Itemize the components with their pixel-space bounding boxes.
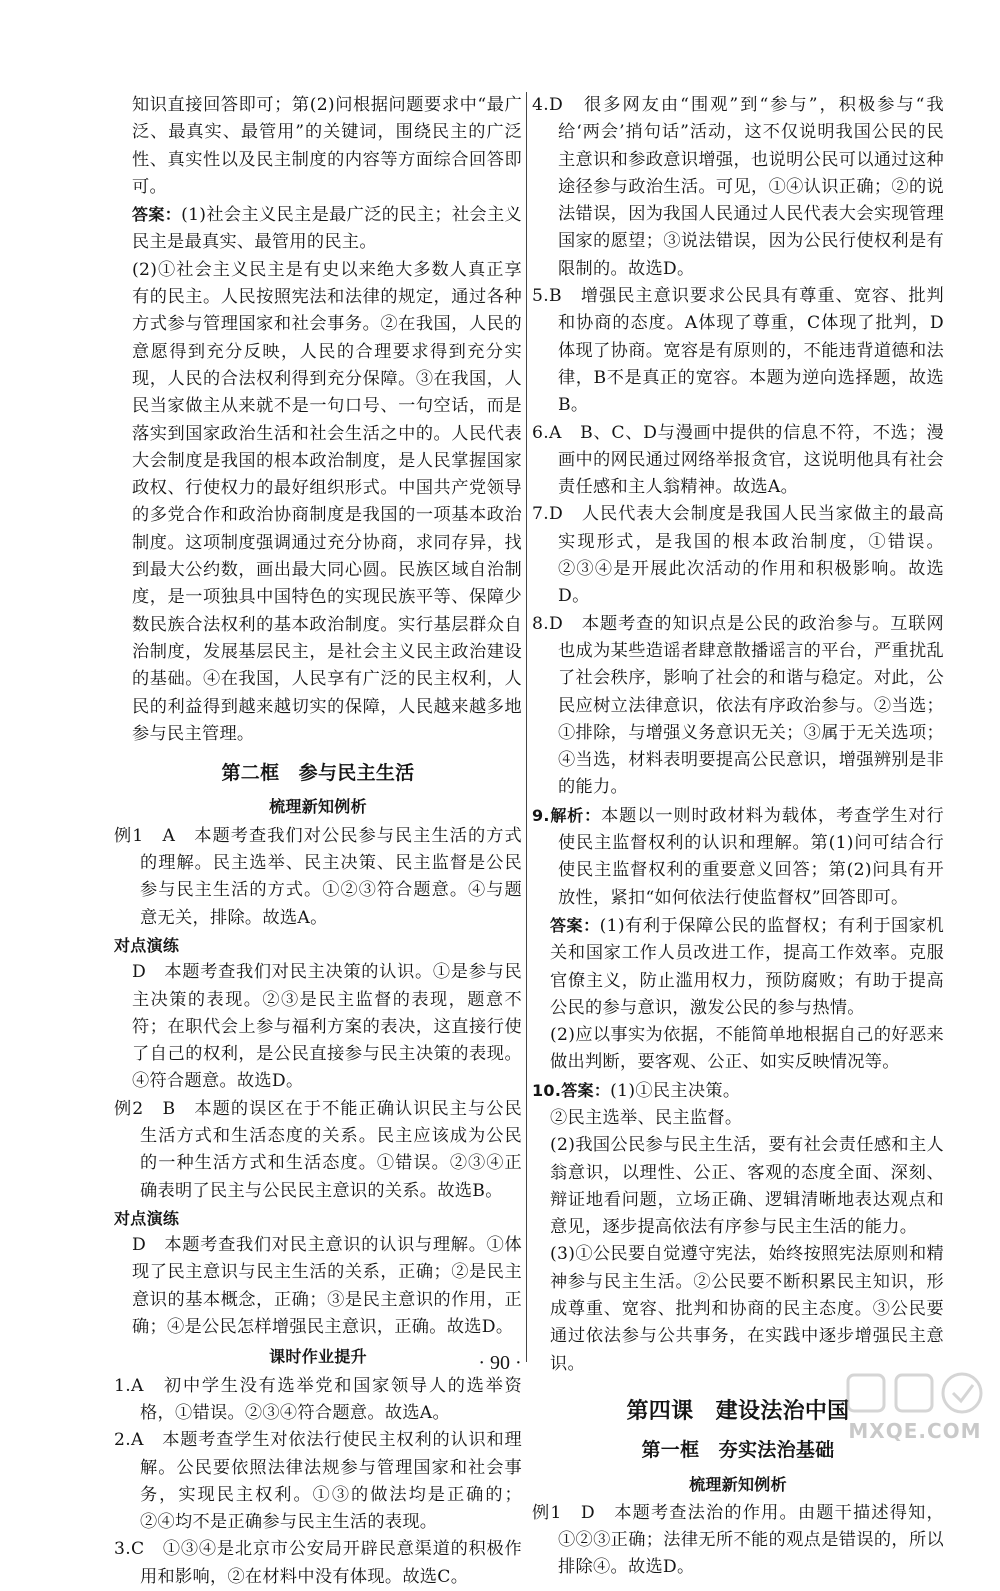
question-2: 2.A 本题考查学生对依法行使民主权利的认识和理解。公民要依照法律法规参与管理国家和社会事务，实现民主权利。①③的做法均是正确的；②④均不是正确参与民主生活的表现。 (114, 1430, 522, 1533)
question-3: 3.C ①③④是北京市公安局开辟民意渠道的积极作用和影响，②在材料中没有体现。故选C。 (114, 1539, 522, 1587)
question-9-answer-1: 答案：(1)有利于保障公民的监督权；有利于国家机关和国家工作人员改进工作，提高工作效率。克服官僚主义，防止滥用权力，预防腐败；有助于提高公民的参与意识，激发公民的参与热情。 (550, 915, 944, 1018)
section-title-right: 第一框 夯实法治基础 (641, 1439, 835, 1462)
practice-label-2: 对点演练 (114, 1208, 180, 1228)
watermark-logo (840, 1371, 990, 1443)
practice-1: D 本题考查我们对民主决策的认识。①是参与民主决策的表现。②③是民主监督的表现，题意不符；在职代会上参与福利方案的表决，这直接行使了自己的权利，是公民直接参与民主决策的表现。④符合题意。故选D。 (132, 962, 522, 1092)
question-9-answer-2: (2)应以事实为依据，不能简单地根据自己的好恶来做出判断，要客观、公正、如实反映情况等。 (550, 1025, 944, 1073)
section-title-left: 第二框 参与民主生活 (221, 762, 415, 785)
question-10-part-2: (2)我国公民参与民主生活，要有社会责任感和主人翁意识，以理性、公正、客观的态度全面、深刻、辩证地看问题，立场正确、逻辑清晰地表达观点和意见，逐步提高依法有序参与民主生活的能力。 (550, 1135, 944, 1238)
lesson-title: 第四课 建设法治中国 (626, 1398, 850, 1424)
example-1-right: 例1 D 本题考查法治的作用。由题干描述得知，①②③正确；法律无所不能的观点是错误的，所以排除④。故选D。 (532, 1502, 944, 1578)
question-9: 9.解析：本题以一则时政材料为载体，考查学生对行使民主监督权利的认识和理解。第(1)问可结合行使民主监督权利的重要意义回答；第(2)问具有开放性，紧扣“如何依法行使监督权”回答即可。 (532, 805, 944, 908)
subheading-review: 梳理新知例析 (269, 797, 367, 817)
watermark-stamp-icon (840, 1371, 990, 1421)
column-divider (526, 92, 527, 1362)
q10-label: 10.答案： (532, 1080, 611, 1100)
answer-2: (2)①社会主义民主是有史以来绝大多数人真正享有的民主。人民按照宪法和法律的规定，通过各种方式参与管理国家和社会事务。②在我国，人民的意愿得到充分反映，人民的合理要求得到充分实现，人民的合法权利得到充分保障。③在我国，人民当家做主从来就不是一句口号、一句空话，而是落实到国家政治生活和社会生活之中的。人民代表大会制度是我国的根本政治制度，是人民掌握国家政权、行使权力的最好组织形式。中国共产党领导的多党合作和政治协商制度是我国的一项基本政治制度。这项制度强调通过充分协商，求同存异，找到最大公约数，画出最大同心圆。民族区域自治制度，是一项独具中国特色的实现民族平等、保障少数民族合法权利的基本政治制度。实行基层群众自治制度，发展基层民主，是社会主义民主政治建设的基础。④在我国，人民享有广泛的民主权利，人民的利益得到越来越切实的保障，人民越来越多地参与民主管理。 (132, 259, 522, 744)
answer-label: 答案： (132, 205, 182, 225)
question-4: 4.D 很多网友由“围观”到“参与”，积极参与“我给‘两会’捎句话”活动，这不仅说明我国公民的民主意识和参政意识增强，也说明公民可以通过这种途径参与政治生活。可见，①④认识正确；②的说法错误，因为我国人民通过人民代表大会实现管理国家的愿望；③说法错误，因为公民行使权利是有限制的。故选D。 (532, 95, 944, 279)
question-6: 6.A B、C、D与漫画中提供的信息不符，不选；漫画中的网民通过网络举报贪官，这说明他具有社会责任感和主人翁精神。故选A。 (532, 422, 944, 498)
example-2: 例2 B 本题的误区在于不能正确认识民主与公民生活方式和生活态度的关系。民主应该成为公民的一种生活方式和生活态度。①错误。②③④正确表明了民主与公民民主意识的关系。故选B。 (114, 1098, 522, 1201)
subheading-review-right: 梳理新知例析 (689, 1474, 787, 1494)
example-1: 例1 A 本题考查我们对公民参与民主生活的方式的理解。民主选举、民主决策、民主监督是公民参与民主生活的方式。①②③符合题意。④与题意无关，排除。故选A。 (114, 825, 522, 928)
page-number: · 90 · (478, 1352, 522, 1374)
practice-label-1: 对点演练 (114, 935, 180, 955)
question-10-part-1b: ②民主选举、民主监督。 (550, 1107, 743, 1128)
question-10-part-3: (3)①公民要自觉遵守宪法，始终按照宪法原则和精神参与民主生活。②公民要不断积累民主知识，形成尊重、宽容、批判和协商的民主态度。③公民要通过依法参与公共事务，在实践中逐步增强民主意识。 (550, 1244, 944, 1374)
question-10: 10.答案：(1)①民主决策。 (532, 1080, 741, 1101)
continued-text: 知识直接回答即可；第(2)问根据问题要求中“最广泛、最真实、最管用”的关键词，围绕民主的广泛性、真实性以及民主制度的内容等方面综合回答即可。 (132, 95, 522, 197)
practice-2: D 本题考查我们对民主意识的认识与理解。①体现了民主意识与民主生活的关系，正确；②是民主意识的基本概念，正确；③是民主意识的作用，正确；④是公民怎样增强民主意识，正确。故选D。 (132, 1235, 522, 1338)
question-7: 7.D 人民代表大会制度是我国人民当家做主的最高实现形式，是我国的根本政治制度，①错误。②③④是开展此次活动的作用和积极影响。故选D。 (532, 504, 944, 607)
question-5: 5.B 增强民主意识要求公民具有尊重、宽容、批判和协商的态度。A体现了尊重，C体现了批判，D体现了协商。宽容是有原则的，不能违背道德和法律，B不是真正的宽容。本题为逆向选择题，故选B。 (532, 286, 944, 416)
q9-label: 9.解析： (532, 805, 602, 825)
watermark-text: MXQE.COM (848, 1419, 982, 1443)
q9-answer-label: 答案： (550, 915, 600, 935)
question-8: 8.D 本题考查的知识点是公民的政治参与。互联网也成为某些造谣者肆意散播谣言的平台，严重扰乱了社会秩序，影响了社会的和谐与稳定。对此，公民应树立法律意识，依法有序政治参与。②当选；①排除，与增强义务意识无关；③属于无关选项；④当选，材料表明要提高公民意识，增强辨别是非的能力。 (532, 613, 944, 798)
subheading-homework: 课时作业提升 (269, 1347, 367, 1367)
question-1: 1.A 初中学生没有选举党和国家领导人的选举资格，①错误。②③④符合题意。故选A。 (114, 1375, 522, 1423)
answer-1: 答案：(1)社会主义民主是最广泛的民主；社会主义民主是最真实、最管用的民主。 (132, 205, 522, 253)
